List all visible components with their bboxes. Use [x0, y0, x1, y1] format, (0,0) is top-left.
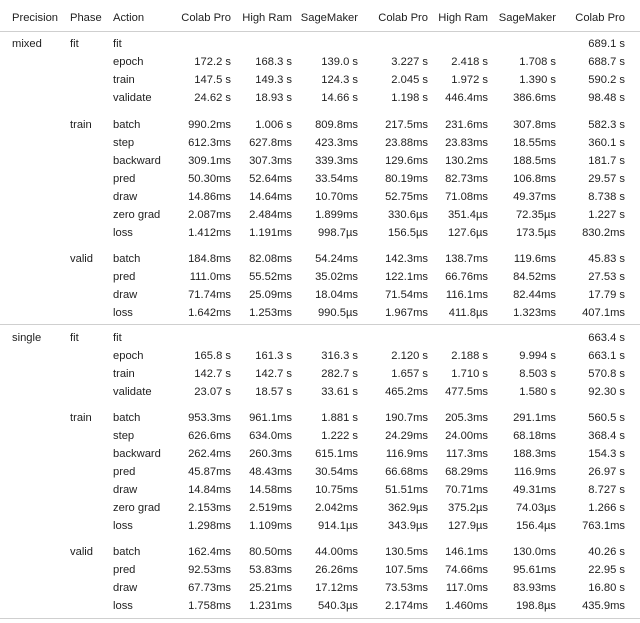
- value-cell: 142.7 s: [255, 368, 292, 380]
- value-cell: 130.2ms: [445, 155, 488, 167]
- value-cell: 130.5ms: [385, 546, 428, 558]
- value-cell: 990.5µs: [317, 307, 358, 319]
- value-cell: 998.7µs: [317, 227, 358, 239]
- value-cell: 82.44ms: [513, 289, 556, 301]
- value-cell: 8.503 s: [519, 368, 556, 380]
- value-cell: 1.191ms: [249, 227, 292, 239]
- value-cell: 14.84ms: [188, 484, 231, 496]
- action-label: step: [113, 137, 135, 149]
- action-label: batch: [113, 412, 141, 424]
- value-cell: 106.8ms: [513, 173, 556, 185]
- action-label: loss: [113, 600, 133, 612]
- value-cell: 188.5ms: [513, 155, 556, 167]
- value-cell: 1.758ms: [188, 600, 231, 612]
- value-cell: 98.48 s: [588, 92, 625, 104]
- table-bottom-border: [0, 618, 640, 619]
- value-cell: 465.2ms: [385, 386, 428, 398]
- value-cell: 18.57 s: [255, 386, 292, 398]
- value-cell: 14.86ms: [188, 191, 231, 203]
- value-cell: 3.227 s: [391, 56, 428, 68]
- value-cell: 24.00ms: [445, 430, 488, 442]
- value-cell: 35.02ms: [315, 271, 358, 283]
- value-cell: 24.62 s: [194, 92, 231, 104]
- header-colab-pro-1: Colab Pro: [181, 12, 231, 24]
- value-cell: 590.2 s: [588, 74, 625, 86]
- header-precision: Precision: [12, 12, 59, 24]
- value-cell: 634.0ms: [249, 430, 292, 442]
- value-cell: 435.9ms: [582, 600, 625, 612]
- value-cell: 33.54ms: [315, 173, 358, 185]
- header-sagemaker-2: SageMaker: [498, 12, 556, 24]
- action-label: pred: [113, 271, 136, 283]
- header-colab-pro-2: Colab Pro: [378, 12, 428, 24]
- value-cell: 1.227 s: [588, 209, 625, 221]
- value-cell: 10.70ms: [315, 191, 358, 203]
- value-cell: 560.5 s: [588, 412, 625, 424]
- value-cell: 914.1µs: [317, 520, 358, 532]
- value-cell: 2.418 s: [451, 56, 488, 68]
- value-cell: 360.1 s: [588, 137, 625, 149]
- header-high-ram-1: High Ram: [242, 12, 292, 24]
- value-cell: 49.31ms: [513, 484, 556, 496]
- value-cell: 689.1 s: [588, 38, 625, 50]
- value-cell: 407.1ms: [582, 307, 625, 319]
- value-cell: 990.2ms: [188, 119, 231, 131]
- value-cell: 23.83ms: [445, 137, 488, 149]
- value-cell: 156.4µs: [515, 520, 556, 532]
- value-cell: 71.54ms: [385, 289, 428, 301]
- value-cell: 119.6ms: [513, 253, 556, 265]
- value-cell: 72.35µs: [515, 209, 556, 221]
- action-label: validate: [113, 386, 152, 398]
- value-cell: 149.3 s: [255, 74, 292, 86]
- value-cell: 14.58ms: [249, 484, 292, 496]
- value-cell: 26.26ms: [315, 564, 358, 576]
- value-cell: 1.881 s: [321, 412, 358, 424]
- value-cell: 663.1 s: [588, 350, 625, 362]
- value-cell: 217.5ms: [385, 119, 428, 131]
- value-cell: 116.9ms: [513, 466, 556, 478]
- action-label: fit: [113, 38, 122, 50]
- value-cell: 688.7 s: [588, 56, 625, 68]
- value-cell: 68.18ms: [513, 430, 556, 442]
- value-cell: 146.1ms: [445, 546, 488, 558]
- value-cell: 181.7 s: [588, 155, 625, 167]
- value-cell: 54.24ms: [315, 253, 358, 265]
- value-cell: 362.9µs: [387, 502, 428, 514]
- value-cell: 117.3ms: [445, 448, 488, 460]
- value-cell: 26.97 s: [588, 466, 625, 478]
- value-cell: 411.8µs: [448, 307, 488, 319]
- value-cell: 55.52ms: [249, 271, 292, 283]
- header-phase: Phase: [70, 12, 102, 24]
- value-cell: 162.4ms: [188, 546, 231, 558]
- value-cell: 17.79 s: [588, 289, 625, 301]
- value-cell: 53.83ms: [249, 564, 292, 576]
- value-cell: 165.8 s: [194, 350, 231, 362]
- value-cell: 16.80 s: [588, 582, 625, 594]
- value-cell: 1.899ms: [315, 209, 358, 221]
- value-cell: 172.2 s: [194, 56, 231, 68]
- value-cell: 339.3ms: [315, 155, 358, 167]
- value-cell: 66.68ms: [385, 466, 428, 478]
- value-cell: 953.3ms: [188, 412, 231, 424]
- action-label: batch: [113, 546, 141, 558]
- action-label: backward: [113, 155, 161, 167]
- value-cell: 309.1ms: [188, 155, 231, 167]
- value-cell: 50.30ms: [188, 173, 231, 185]
- value-cell: 1.972 s: [451, 74, 488, 86]
- header-sagemaker-1: SageMaker: [300, 12, 358, 24]
- value-cell: 147.5 s: [194, 74, 231, 86]
- header-colab-pro-3: Colab Pro: [575, 12, 625, 24]
- value-cell: 66.76ms: [445, 271, 488, 283]
- value-cell: 45.83 s: [588, 253, 625, 265]
- value-cell: 1.298ms: [188, 520, 231, 532]
- value-cell: 368.4 s: [588, 430, 625, 442]
- value-cell: 124.3 s: [321, 74, 358, 86]
- value-cell: 8.727 s: [588, 484, 625, 496]
- phase-label: valid: [70, 253, 94, 265]
- value-cell: 316.3 s: [321, 350, 358, 362]
- action-label: train: [113, 74, 135, 86]
- value-cell: 127.9µs: [447, 520, 488, 532]
- value-cell: 82.73ms: [445, 173, 488, 185]
- value-cell: 25.21ms: [249, 582, 292, 594]
- phase-label: fit: [70, 332, 79, 344]
- value-cell: 615.1ms: [315, 448, 358, 460]
- value-cell: 2.042ms: [315, 502, 358, 514]
- value-cell: 1.657 s: [391, 368, 428, 380]
- value-cell: 282.7 s: [321, 368, 358, 380]
- value-cell: 52.64ms: [249, 173, 292, 185]
- value-cell: 173.5µs: [515, 227, 556, 239]
- value-cell: 351.4µs: [447, 209, 488, 221]
- value-cell: 763.1ms: [582, 520, 625, 532]
- value-cell: 446.4ms: [445, 92, 488, 104]
- value-cell: 375.2µs: [447, 502, 488, 514]
- action-label: zero grad: [113, 209, 161, 221]
- value-cell: 24.29ms: [385, 430, 428, 442]
- value-cell: 67.73ms: [188, 582, 231, 594]
- value-cell: 14.66 s: [321, 92, 358, 104]
- value-cell: 33.61 s: [321, 386, 358, 398]
- value-cell: 27.53 s: [588, 271, 625, 283]
- value-cell: 70.71ms: [445, 484, 488, 496]
- action-label: batch: [113, 119, 141, 131]
- value-cell: 1.006 s: [255, 119, 292, 131]
- value-cell: 73.53ms: [385, 582, 428, 594]
- action-label: validate: [113, 92, 152, 104]
- value-cell: 1.412ms: [188, 227, 231, 239]
- value-cell: 423.3ms: [315, 137, 358, 149]
- value-cell: 82.08ms: [249, 253, 292, 265]
- action-label: pred: [113, 564, 136, 576]
- value-cell: 71.08ms: [445, 191, 488, 203]
- action-label: train: [113, 368, 135, 380]
- value-cell: 188.3ms: [513, 448, 556, 460]
- value-cell: 330.6µs: [387, 209, 428, 221]
- value-cell: 68.29ms: [445, 466, 488, 478]
- value-cell: 117.0ms: [445, 582, 488, 594]
- value-cell: 626.6ms: [188, 430, 231, 442]
- phase-label: train: [70, 119, 92, 131]
- value-cell: 116.1ms: [445, 289, 488, 301]
- value-cell: 23.07 s: [194, 386, 231, 398]
- value-cell: 9.994 s: [519, 350, 556, 362]
- value-cell: 161.3 s: [255, 350, 292, 362]
- value-cell: 262.4ms: [188, 448, 231, 460]
- value-cell: 1.710 s: [451, 368, 488, 380]
- value-cell: 190.7ms: [385, 412, 428, 424]
- action-label: epoch: [113, 350, 144, 362]
- value-cell: 205.3ms: [445, 412, 488, 424]
- value-cell: 307.3ms: [249, 155, 292, 167]
- value-cell: 92.53ms: [188, 564, 231, 576]
- value-cell: 168.3 s: [255, 56, 292, 68]
- value-cell: 627.8ms: [249, 137, 292, 149]
- value-cell: 30.54ms: [315, 466, 358, 478]
- value-cell: 1.708 s: [519, 56, 556, 68]
- value-cell: 40.26 s: [588, 546, 625, 558]
- value-cell: 18.55ms: [513, 137, 556, 149]
- value-cell: 2.087ms: [188, 209, 231, 221]
- value-cell: 18.93 s: [255, 92, 292, 104]
- value-cell: 80.19ms: [385, 173, 428, 185]
- value-cell: 154.3 s: [588, 448, 625, 460]
- value-cell: 10.75ms: [315, 484, 358, 496]
- value-cell: 198.8µs: [515, 600, 556, 612]
- value-cell: 1.253ms: [249, 307, 292, 319]
- value-cell: 1.323ms: [513, 307, 556, 319]
- value-cell: 130.0ms: [513, 546, 556, 558]
- action-label: draw: [113, 191, 138, 203]
- header-divider: [0, 31, 640, 32]
- action-label: pred: [113, 466, 136, 478]
- value-cell: 25.09ms: [249, 289, 292, 301]
- value-cell: 307.8ms: [513, 119, 556, 131]
- section-divider: [0, 324, 640, 325]
- value-cell: 92.30 s: [588, 386, 625, 398]
- value-cell: 71.74ms: [188, 289, 231, 301]
- value-cell: 570.8 s: [588, 368, 625, 380]
- phase-label: train: [70, 412, 92, 424]
- value-cell: 231.6ms: [445, 119, 488, 131]
- value-cell: 84.52ms: [513, 271, 556, 283]
- value-cell: 1.580 s: [519, 386, 556, 398]
- value-cell: 80.50ms: [249, 546, 292, 558]
- value-cell: 23.88ms: [385, 137, 428, 149]
- value-cell: 74.03µs: [515, 502, 556, 514]
- value-cell: 29.57 s: [588, 173, 625, 185]
- value-cell: 2.045 s: [391, 74, 428, 86]
- action-label: epoch: [113, 56, 144, 68]
- value-cell: 52.75ms: [385, 191, 428, 203]
- value-cell: 156.5µs: [387, 227, 428, 239]
- value-cell: 2.519ms: [249, 502, 292, 514]
- value-cell: 260.3ms: [249, 448, 292, 460]
- value-cell: 1.109ms: [249, 520, 292, 532]
- value-cell: 83.93ms: [513, 582, 556, 594]
- value-cell: 74.66ms: [445, 564, 488, 576]
- value-cell: 129.6ms: [385, 155, 428, 167]
- value-cell: 17.12ms: [315, 582, 358, 594]
- value-cell: 48.43ms: [249, 466, 292, 478]
- action-label: loss: [113, 520, 133, 532]
- value-cell: 2.188 s: [451, 350, 488, 362]
- value-cell: 1.642ms: [188, 307, 231, 319]
- value-cell: 51.51ms: [385, 484, 428, 496]
- value-cell: 138.7ms: [445, 253, 488, 265]
- value-cell: 291.1ms: [513, 412, 556, 424]
- value-cell: 18.04ms: [315, 289, 358, 301]
- value-cell: 139.0 s: [321, 56, 358, 68]
- value-cell: 830.2ms: [582, 227, 625, 239]
- action-label: loss: [113, 227, 133, 239]
- action-label: step: [113, 430, 135, 442]
- value-cell: 961.1ms: [249, 412, 292, 424]
- value-cell: 45.87ms: [188, 466, 231, 478]
- action-label: pred: [113, 173, 136, 185]
- value-cell: 1.460ms: [445, 600, 488, 612]
- value-cell: 2.120 s: [391, 350, 428, 362]
- action-label: draw: [113, 582, 138, 594]
- value-cell: 2.484ms: [249, 209, 292, 221]
- action-label: zero grad: [113, 502, 161, 514]
- value-cell: 612.3ms: [188, 137, 231, 149]
- value-cell: 95.61ms: [513, 564, 556, 576]
- value-cell: 142.3ms: [385, 253, 428, 265]
- value-cell: 127.6µs: [447, 227, 488, 239]
- value-cell: 44.00ms: [315, 546, 358, 558]
- value-cell: 1.390 s: [519, 74, 556, 86]
- precision-label: single: [12, 332, 42, 344]
- value-cell: 540.3µs: [317, 600, 358, 612]
- value-cell: 2.174ms: [385, 600, 428, 612]
- action-label: draw: [113, 289, 138, 301]
- value-cell: 49.37ms: [513, 191, 556, 203]
- value-cell: 1.198 s: [391, 92, 428, 104]
- action-label: fit: [113, 332, 122, 344]
- value-cell: 1.967ms: [385, 307, 428, 319]
- value-cell: 663.4 s: [588, 332, 625, 344]
- header-high-ram-2: High Ram: [438, 12, 488, 24]
- action-label: batch: [113, 253, 141, 265]
- value-cell: 1.266 s: [588, 502, 625, 514]
- precision-label: mixed: [12, 38, 42, 50]
- value-cell: 111.0ms: [189, 271, 231, 283]
- phase-label: valid: [70, 546, 94, 558]
- action-label: draw: [113, 484, 138, 496]
- value-cell: 8.738 s: [588, 191, 625, 203]
- value-cell: 477.5ms: [445, 386, 488, 398]
- value-cell: 22.95 s: [588, 564, 625, 576]
- value-cell: 809.8ms: [315, 119, 358, 131]
- action-label: loss: [113, 307, 133, 319]
- value-cell: 142.7 s: [194, 368, 231, 380]
- value-cell: 582.3 s: [588, 119, 625, 131]
- action-label: backward: [113, 448, 161, 460]
- header-action: Action: [113, 12, 145, 24]
- value-cell: 122.1ms: [385, 271, 428, 283]
- value-cell: 386.6ms: [513, 92, 556, 104]
- value-cell: 1.222 s: [321, 430, 358, 442]
- value-cell: 184.8ms: [188, 253, 231, 265]
- value-cell: 2.153ms: [188, 502, 231, 514]
- value-cell: 116.9ms: [385, 448, 428, 460]
- value-cell: 14.64ms: [249, 191, 292, 203]
- value-cell: 1.231ms: [249, 600, 292, 612]
- phase-label: fit: [70, 38, 79, 50]
- value-cell: 107.5ms: [385, 564, 428, 576]
- value-cell: 343.9µs: [387, 520, 428, 532]
